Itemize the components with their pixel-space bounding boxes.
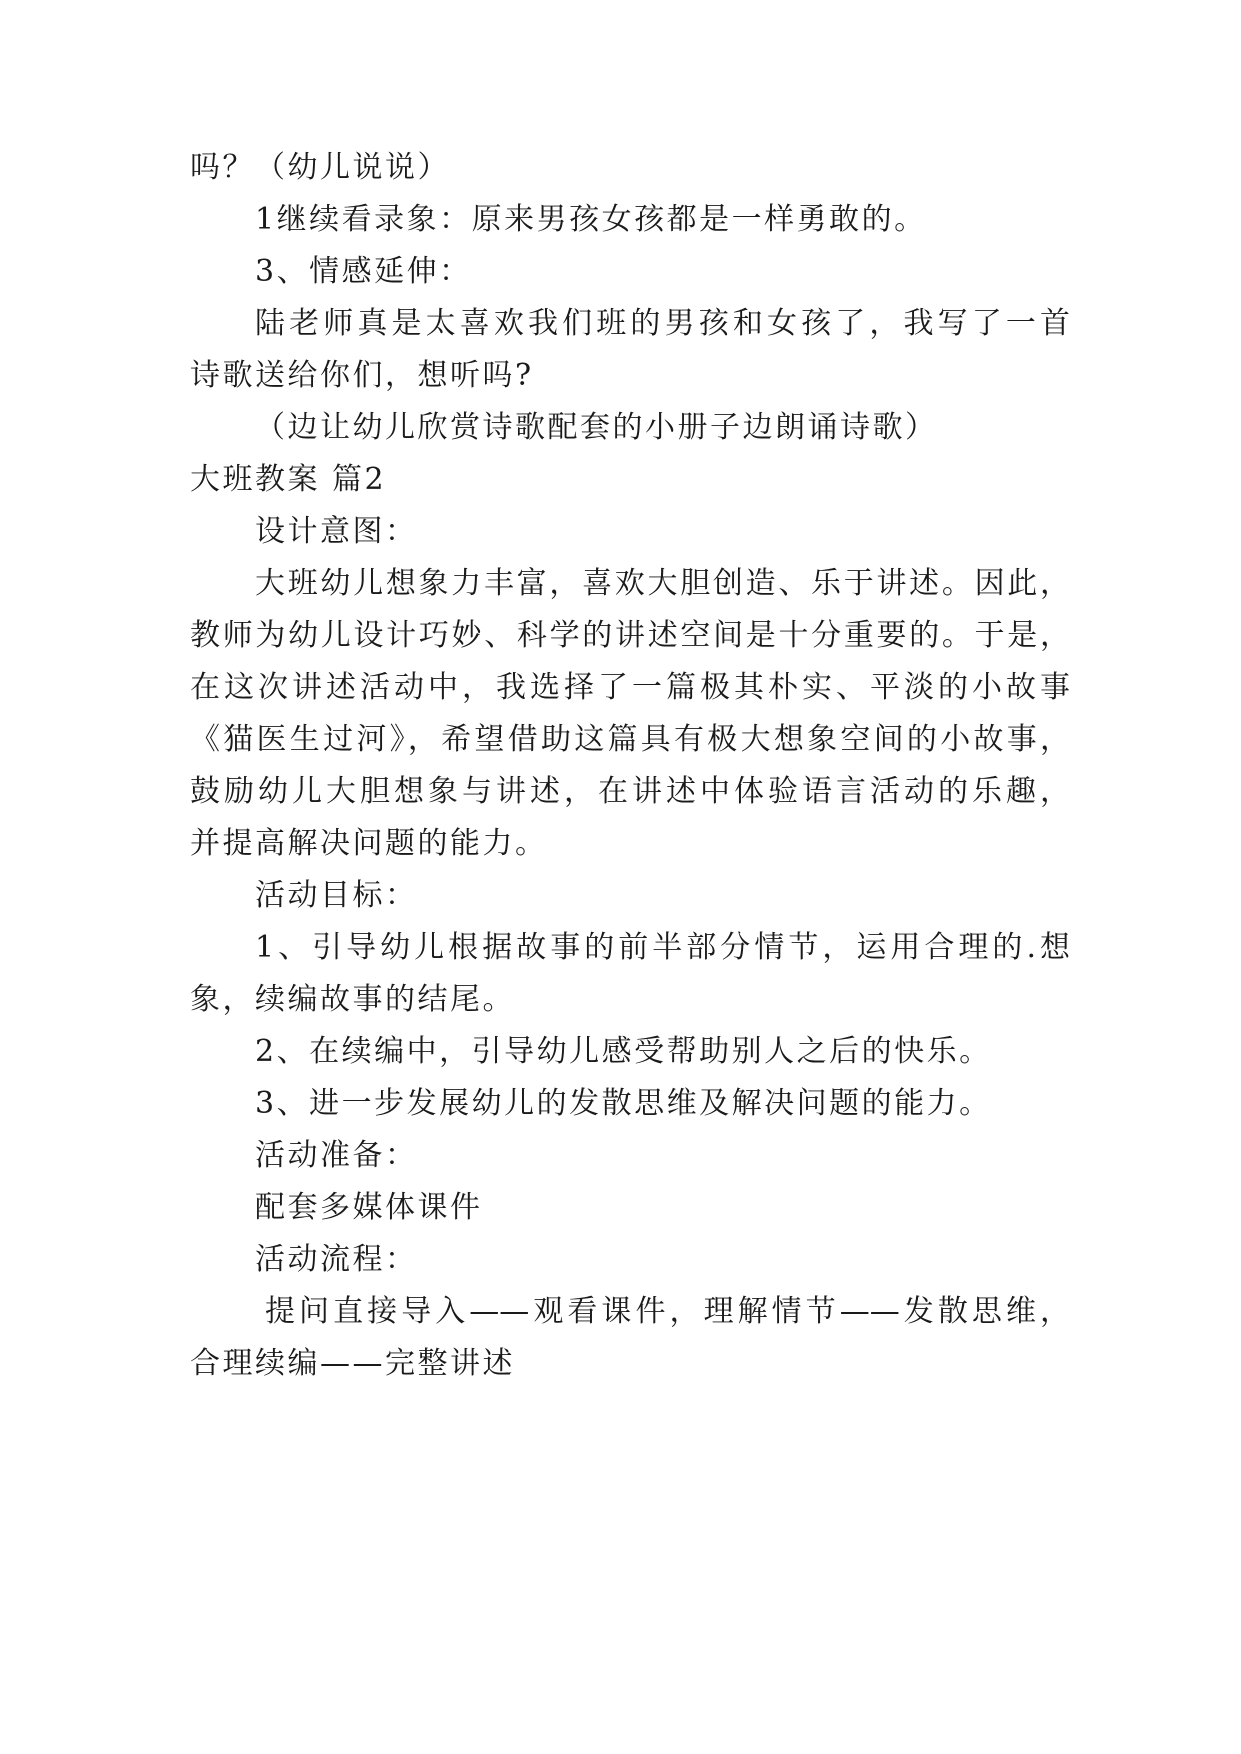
text-line: 陆老师真是太喜欢我们班的男孩和女孩了，我写了一首 [255,306,1070,341]
text-line: 合理续编——完整讲述 [190,1346,515,1381]
text-line: 吗？（幼儿说说） [190,150,450,185]
text-line: （边让幼儿欣赏诗歌配套的小册子边朗诵诗歌） [255,410,938,445]
text-line: 并提高解决问题的能力。 [190,826,548,861]
text-line: 鼓励幼儿大胆想象与讲述，在讲述中体验语言活动的乐趣， [190,774,1070,809]
text-line: 大班幼儿想象力丰富，喜欢大胆创造、乐于讲述。因此， [255,566,1070,601]
text-line: 3、情感延伸： [255,254,472,289]
text-line: 1继续看录象：原来男孩女孩都是一样勇敢的。 [255,202,927,237]
text-line: 1、引导幼儿根据故事的前半部分情节，运用合理的.想 [255,930,1070,965]
text-line: 2、在续编中，引导幼儿感受帮助别人之后的快乐。 [255,1034,992,1069]
text-line: 《猫医生过河》，希望借助这篇具有极大想象空间的小故事， [190,722,1070,757]
text-line: 活动流程： [255,1242,418,1277]
text-line: 象，续编故事的结尾。 [190,982,515,1017]
text-line: 在这次讲述活动中，我选择了一篇极其朴实、平淡的小故事 [190,670,1070,705]
text-line: 活动目标： [255,878,418,913]
text-line: 诗歌送给你们，想听吗? [190,358,534,393]
section-heading: 大班教案 篇2 [190,462,387,497]
text-line: 设计意图： [255,514,418,549]
text-line: 3、进一步发展幼儿的发散思维及解决问题的能力。 [255,1086,992,1121]
text-line: 配套多媒体课件 [255,1190,483,1225]
text-line: 教师为幼儿设计巧妙、科学的讲述空间是十分重要的。于是， [190,618,1070,653]
text-line: 活动准备： [255,1138,418,1173]
text-line: 提问直接导入——观看课件，理解情节——发散思维， [265,1294,1070,1329]
